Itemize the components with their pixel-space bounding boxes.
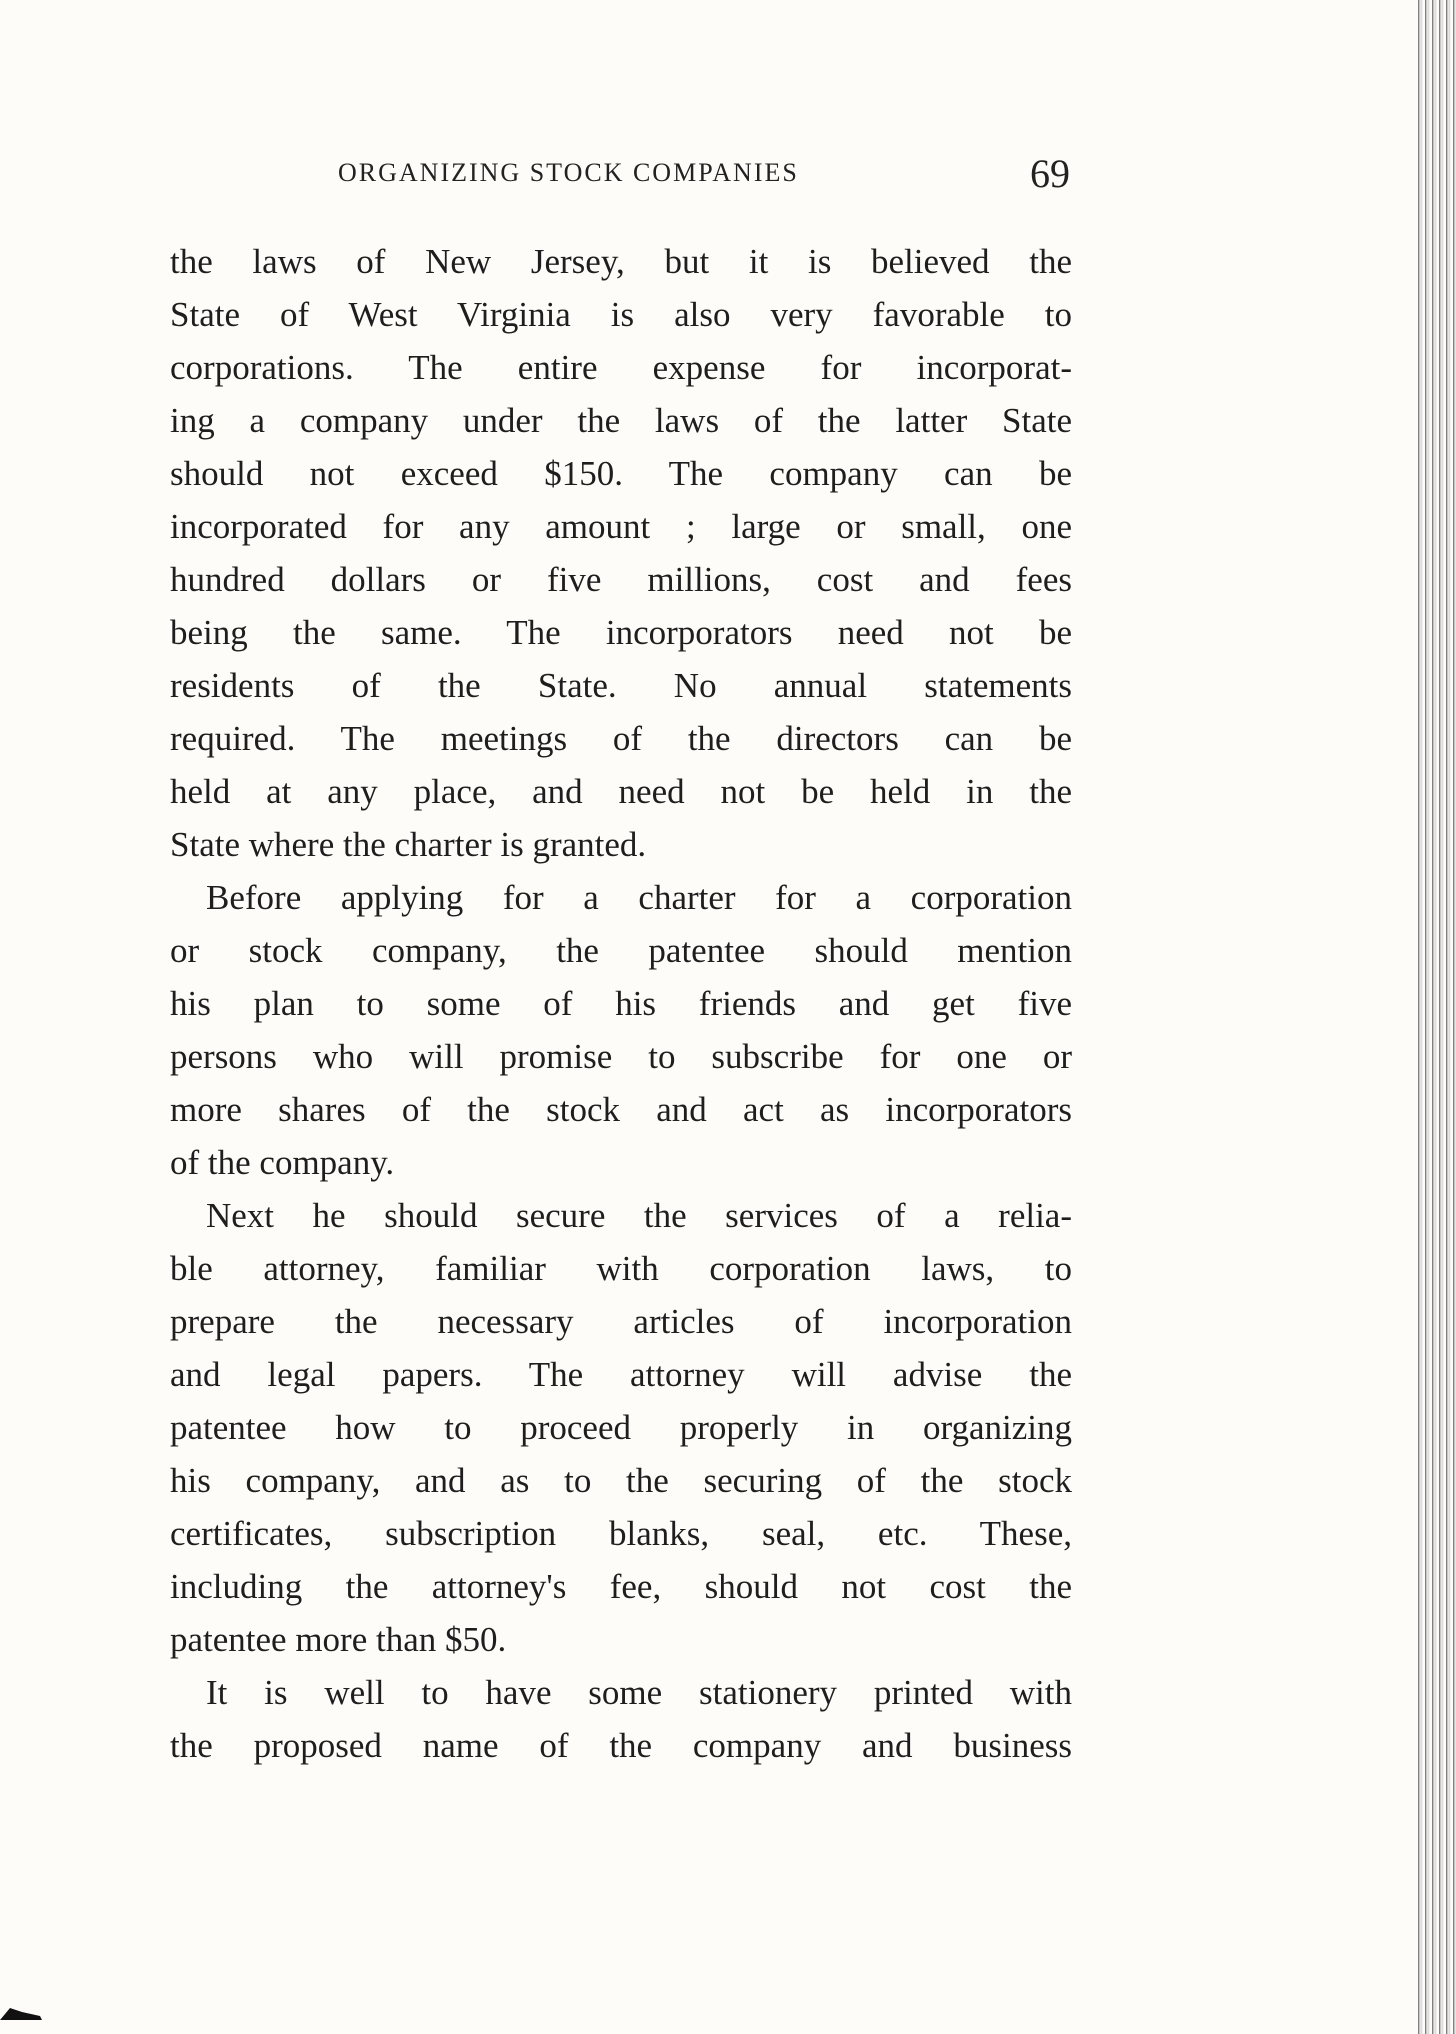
page-header	[170, 150, 1070, 200]
text-line: of the company.	[170, 1143, 395, 1182]
text-line: incorporated for any amount ; large or small, one	[170, 507, 1072, 546]
paragraph-2	[170, 871, 1072, 1189]
text-line: the proposed name of the company and business	[170, 1726, 1072, 1765]
text-line: his company, and as to the securing of the stock	[170, 1461, 1072, 1500]
running-head: ORGANIZING STOCK COMPANIES	[338, 158, 799, 187]
text-line: should not exceed $150. The company can be	[170, 454, 1072, 493]
text-line: ing a company under the laws of the latter State	[170, 401, 1072, 440]
text-line: patentee more than $50.	[170, 1620, 507, 1659]
scan-smudge-mark	[0, 2000, 60, 2022]
text-line: required. The meetings of the directors can be	[170, 719, 1072, 758]
text-line: residents of the State. No annual statements	[170, 666, 1072, 705]
text-line: prepare the necessary articles of incorporation	[170, 1302, 1072, 1341]
text-line: and legal papers. The attorney will advise the	[170, 1355, 1072, 1394]
text-line: being the same. The incorporators need not be	[170, 613, 1072, 652]
paragraph-1	[170, 235, 1072, 871]
body-text	[170, 235, 1072, 1772]
paragraph-4	[170, 1666, 1072, 1772]
paragraph-3	[170, 1189, 1072, 1666]
text-line: held at any place, and need not be held in the	[170, 772, 1072, 811]
text-line: or stock company, the patentee should mention	[170, 931, 1072, 970]
text-line: patentee how to proceed properly in organizing	[170, 1408, 1072, 1447]
text-line: ble attorney, familiar with corporation laws, to	[170, 1249, 1072, 1288]
text-line: including the attorney's fee, should not cost the	[170, 1567, 1072, 1606]
text-line: State where the charter is granted.	[170, 825, 647, 864]
text-line: Next he should secure the services of a relia-	[206, 1196, 1072, 1235]
text-line: State of West Virginia is also very favorable to	[170, 295, 1072, 334]
text-line: It is well to have some stationery printed with	[206, 1673, 1072, 1712]
text-line: more shares of the stock and act as incorporators	[170, 1090, 1072, 1129]
page-number: 69	[1030, 151, 1070, 196]
text-line: his plan to some of his friends and get five	[170, 984, 1072, 1023]
text-line: certificates, subscription blanks, seal, etc. These,	[170, 1514, 1072, 1553]
book-spine-edge	[1416, 0, 1456, 2034]
text-line: the laws of New Jersey, but it is believed the	[170, 242, 1072, 281]
text-line: persons who will promise to subscribe for one or	[170, 1037, 1072, 1076]
text-line: Before applying for a charter for a corporation	[206, 878, 1072, 917]
text-line: hundred dollars or five millions, cost and fees	[170, 560, 1072, 599]
text-line: corporations. The entire expense for incorporat-	[170, 348, 1072, 387]
